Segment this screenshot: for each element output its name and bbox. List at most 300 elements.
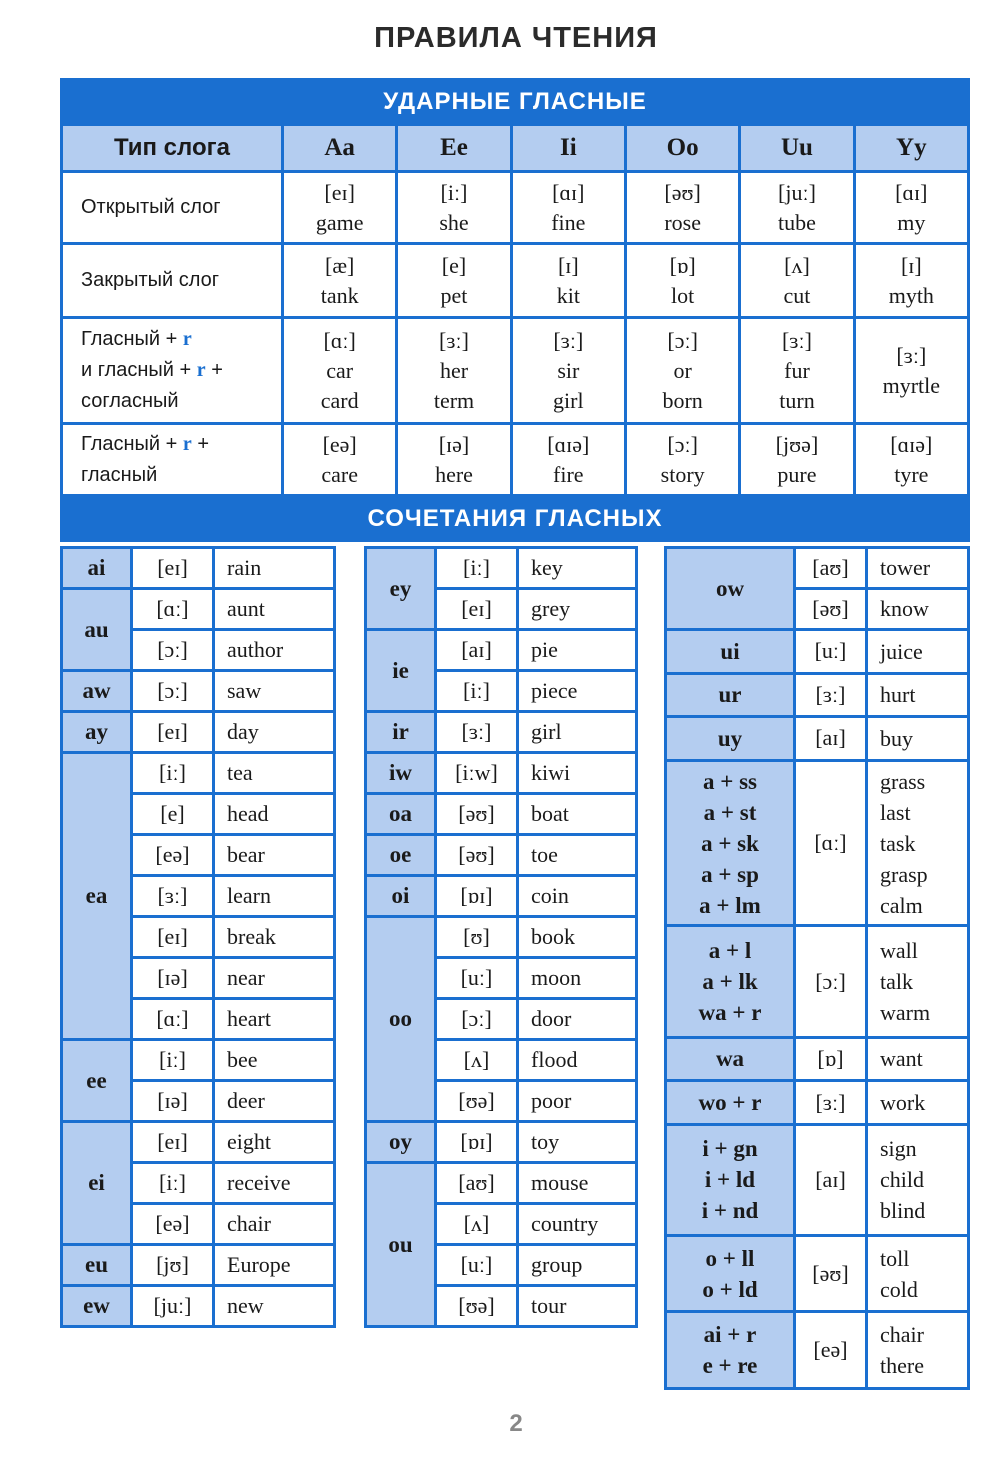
vowel-cell [854,172,968,244]
page-title: ПРАВИЛА ЧТЕНИЯ [374,22,658,54]
ipa-transcription: [ɒɪ] [436,1122,518,1163]
vowel-cell [740,244,854,318]
combo-key-line: a + st [703,799,757,825]
example-word: country [518,1204,637,1245]
combo-key: eu [62,1245,132,1286]
ipa-transcription: [ɪə] [132,958,214,999]
vowel-header-aa: Aa [283,125,397,172]
example-word: rain [214,548,335,589]
combo-row [366,630,637,671]
combo-key: oe [366,835,436,876]
example-word: day [214,712,335,753]
syllable-type-line [81,265,281,296]
combo-row [666,1037,969,1081]
example-words [867,630,969,674]
combo-key: oy [366,1122,436,1163]
vowel-cell [854,244,968,318]
example-word: rose [664,209,701,235]
ipa-transcription: [ɑː] [323,327,356,353]
ipa-transcription: [uː] [436,1245,518,1286]
combo-key: ey [366,548,436,630]
example-word: bear [214,835,335,876]
combo-row [666,926,969,1037]
example-words [867,1235,969,1311]
example-words [867,717,969,761]
ipa-transcription: [ɑː] [132,999,214,1040]
vowel-header-oo: Oo [625,125,739,172]
syllable-type-token: + [211,359,223,381]
combo-key: ai [62,548,132,589]
example-word: card [320,387,359,413]
combinations-table-2 [364,546,638,1328]
combo-key-line: a + l [708,938,752,964]
ipa-transcription: [iː] [132,753,214,794]
example-word: warm [880,1000,931,1026]
combo-key: iw [366,753,436,794]
combo-key: ou [366,1163,436,1327]
ipa-transcription: [ɒ] [795,1037,867,1081]
ipa-transcription: [ʌ] [436,1040,518,1081]
combo-key-line: a + sp [701,861,759,887]
combo-row [366,753,637,794]
combo-key-line: a + lm [699,892,761,918]
ipa-transcription: [əʊ] [795,589,867,630]
example-word: calm [880,892,923,918]
example-word: aunt [214,589,335,630]
example-word: kit [556,282,580,308]
ipa-transcription: [ɑɪə] [890,431,933,457]
example-word: pure [777,461,817,487]
ipa-transcription: [iː] [436,548,518,589]
combo-row [62,1040,335,1081]
ipa-transcription: [əʊ] [664,179,701,205]
ipa-transcription: [iːw] [436,753,518,794]
example-word: grass [880,768,926,794]
vowel-cell [397,244,511,318]
combo-row [62,1286,335,1327]
vowel-cell [511,318,625,424]
syllable-type-token: Закрытый слог [81,269,220,291]
example-word: receive [214,1163,335,1204]
example-word: boat [518,794,637,835]
example-word: poor [518,1081,637,1122]
ipa-transcription: [aɪ] [436,630,518,671]
example-word: lot [671,282,695,308]
combo-row [366,548,637,589]
example-word: tyre [894,461,929,487]
vowel-cell [283,424,397,496]
combo-key: ei [62,1122,132,1245]
combo-row [366,917,637,958]
ipa-transcription: [ɜː] [553,327,584,353]
combo-row [366,835,637,876]
vowel-cell [625,172,739,244]
example-word: her [439,357,469,383]
example-word: tour [518,1286,637,1327]
example-word: sign [880,1136,917,1162]
example-word: last [880,799,911,825]
ipa-transcription: [ɜː] [896,342,927,368]
example-word: eight [214,1122,335,1163]
syllable-type-token: гласный [81,463,158,486]
combo-key: oo [366,917,436,1122]
example-words [867,1037,969,1081]
ipa-transcription: [aɪ] [795,1124,867,1235]
ipa-transcription: [eɪ] [132,712,214,753]
combo-row [62,712,335,753]
combo-key-line: ui [720,638,740,664]
combo-key: ee [62,1040,132,1122]
example-word: tower [867,548,969,589]
vowel-header-uu: Uu [740,125,854,172]
ipa-transcription: [ɔː] [667,327,698,353]
syllable-type [62,172,283,244]
example-word: or [673,357,692,383]
vowel-cell [854,424,968,496]
combo-key-line: o + ll [705,1245,755,1271]
combo-key [666,673,795,717]
example-word: Europe [214,1245,335,1286]
example-word: girl [518,712,637,753]
example-word: task [880,830,916,856]
syllable-type-token: согласный [81,390,179,412]
combo-key [666,1037,795,1081]
syllable-type-line [81,429,281,460]
example-word: hurt [880,682,916,708]
example-word: toe [518,835,637,876]
example-word: myrtle [882,372,941,398]
stressed-vowels-table [60,123,970,497]
combo-key-line: o + ld [702,1276,758,1302]
ipa-transcription: [aɪ] [795,717,867,761]
ipa-transcription: [eɪ] [324,179,355,205]
syllable-type [62,244,283,318]
example-word: juice [880,638,923,664]
ipa-transcription: [iː] [132,1040,214,1081]
combo-key-line: e + re [702,1352,758,1378]
combo-row [366,712,637,753]
combo-row [62,753,335,794]
ipa-transcription: [ɔː] [436,999,518,1040]
ipa-transcription: [iː] [440,179,468,205]
ipa-transcription: [ʌ] [784,252,810,278]
example-word: sir [557,357,580,383]
example-word: chair [214,1204,335,1245]
combo-key [666,1312,795,1388]
example-word: buy [880,725,913,751]
section-title-stressed-vowels: УДАРНЫЕ ГЛАСНЫЕ [60,78,970,123]
ipa-transcription: [ɑː] [132,589,214,630]
example-word: author [214,630,335,671]
example-words [867,1124,969,1235]
example-word: born [662,387,703,413]
combo-row [666,630,969,674]
combo-key [666,926,795,1037]
combinations-table-3 [664,546,970,1390]
ipa-transcription: [ɜː] [795,1081,867,1125]
ipa-transcription: [e] [132,794,214,835]
vowel-cell [283,318,397,424]
combo-key [666,1124,795,1235]
combo-key-line: a + ss [702,768,757,794]
example-word: turn [779,387,815,413]
vowel-cell [854,318,968,424]
example-word: mouse [518,1163,637,1204]
example-word: chair [880,1321,924,1347]
combo-key-line: wo + r [698,1090,762,1116]
syllable-type-line [81,324,281,355]
syllable-type-token: и гласный [81,359,174,381]
ipa-transcription: [ɔː] [795,926,867,1037]
example-word: my [897,209,926,235]
vowel-cell [625,318,739,424]
ipa-transcription: [æ] [325,252,355,278]
combo-key: ew [62,1286,132,1327]
ipa-transcription: [ʊə] [436,1081,518,1122]
combo-row [62,589,335,630]
combo-row [62,548,335,589]
combo-key: au [62,589,132,671]
combo-key: ow [666,548,795,630]
ipa-transcription: [əʊ] [795,1235,867,1311]
example-word: key [518,548,637,589]
ipa-transcription: [ɔː] [667,431,698,457]
example-word: here [435,461,473,487]
combo-row [666,1235,969,1311]
ipa-transcription: [ɜː] [781,327,812,353]
ipa-transcription: [eɪ] [132,1122,214,1163]
example-word: talk [880,969,913,995]
combo-row [666,1081,969,1125]
example-word: new [214,1286,335,1327]
combo-key: aw [62,671,132,712]
syllable-type-token: + [179,359,192,381]
combo-row [366,794,637,835]
ipa-transcription: [iː] [436,671,518,712]
ipa-transcription: [jʊə] [775,431,819,457]
ipa-transcription: [ɑː] [795,760,867,926]
combo-key-line: wa [715,1046,745,1072]
ipa-transcription: [ɑɪə] [547,431,590,457]
vowel-cell [511,172,625,244]
example-word: cut [783,282,811,308]
example-word: near [214,958,335,999]
ipa-transcription: [ʊə] [436,1286,518,1327]
combo-row [62,671,335,712]
example-word: book [518,917,637,958]
vowel-row [62,172,969,244]
example-word: grey [518,589,637,630]
combo-key: ir [366,712,436,753]
example-word: blind [880,1198,926,1224]
combo-row [366,876,637,917]
vowel-row [62,318,969,424]
combo-key-line: wa + r [698,1000,762,1026]
syllable-type [62,318,283,424]
combo-row [666,717,969,761]
syllable-type [62,424,283,496]
example-words [867,1312,969,1388]
example-words [867,1081,969,1125]
combo-key-line: uy [717,725,743,751]
example-word: deer [214,1081,335,1122]
example-word: saw [214,671,335,712]
vowel-cell [283,244,397,318]
ipa-transcription: [ɜː] [436,712,518,753]
ipa-transcription: [ɔː] [132,630,214,671]
combo-key [666,1235,795,1311]
r-letter: r [196,359,206,381]
example-word: game [315,209,364,235]
vowels-header-row [62,125,969,172]
vowel-cell [511,424,625,496]
syllable-type-token: Гласный [81,432,161,455]
combo-key [666,1081,795,1125]
combo-key-line: ai + r [703,1321,757,1347]
example-word: car [326,357,354,383]
combo-key [666,760,795,926]
ipa-transcription: [eɪ] [436,589,518,630]
r-letter: r [182,328,192,350]
example-word: child [880,1167,924,1193]
example-word: story [660,461,705,487]
ipa-transcription: [əʊ] [436,835,518,876]
combinations-table-1 [60,546,336,1328]
example-word: term [433,387,475,413]
vowel-cell [397,424,511,496]
example-word: she [439,209,469,235]
example-word: care [321,461,358,487]
ipa-transcription: [ɜː] [438,327,469,353]
combo-row [366,1163,637,1204]
example-word: girl [553,387,584,413]
ipa-transcription: [eə] [132,835,214,876]
combo-row [366,1122,637,1163]
ipa-transcription: [ɜː] [132,876,214,917]
vowel-cell [625,424,739,496]
example-word: flood [518,1040,637,1081]
ipa-transcription: [ɪə] [438,431,470,457]
syllable-type-line [81,386,281,417]
combo-key-line: i + gn [702,1136,758,1162]
vowel-cell [740,318,854,424]
combo-key-line: a + lk [702,969,758,995]
example-word: fur [784,357,810,383]
combo-row [666,760,969,926]
ipa-transcription: [aʊ] [436,1163,518,1204]
syllable-type-line [81,192,281,223]
vowel-row [62,244,969,318]
syllable-type-token: Гласный [81,328,161,350]
ipa-transcription: [aʊ] [795,548,867,589]
combo-row [62,1245,335,1286]
example-word: fire [553,461,584,487]
example-word: bee [214,1040,335,1081]
ipa-transcription: [ɪ] [900,252,922,278]
example-words [867,926,969,1037]
ipa-transcription: [ɒ] [669,252,696,278]
example-word: break [214,917,335,958]
ipa-transcription: [uː] [795,630,867,674]
example-word: grasp [880,861,928,887]
example-word: kiwi [518,753,637,794]
vowel-cell [397,318,511,424]
vowel-row [62,424,969,496]
vowel-header-yy: Yy [854,125,968,172]
ipa-transcription: [ɔː] [132,671,214,712]
ipa-transcription: [eə] [795,1312,867,1388]
example-word: fine [551,209,586,235]
example-word: cold [880,1276,918,1302]
syllable-type-token: + [165,432,178,455]
syllable-type-line [81,460,281,491]
ipa-transcription: [əʊ] [436,794,518,835]
example-word: want [880,1046,923,1072]
ipa-transcription: [ɪə] [132,1081,214,1122]
combo-row [62,1122,335,1163]
vowel-cell [740,172,854,244]
example-word: toy [518,1122,637,1163]
example-word: tube [778,209,816,235]
combo-key: ay [62,712,132,753]
example-word: there [880,1352,924,1378]
combo-key: ie [366,630,436,712]
ipa-transcription: [juː] [132,1286,214,1327]
example-word: toll [880,1245,910,1271]
example-word: moon [518,958,637,999]
combo-row [666,1312,969,1388]
syllable-type-token: + [165,328,178,350]
vowel-cell [397,172,511,244]
combo-key [666,717,795,761]
example-word: know [867,589,969,630]
syllable-type-token: + [197,432,210,455]
ipa-transcription: [ɒɪ] [436,876,518,917]
example-word: pet [440,282,468,308]
example-word: head [214,794,335,835]
example-words [867,673,969,717]
combo-row [666,548,969,589]
type-column-header: Тип слога [62,125,283,172]
syllable-type-token: Открытый слог [81,196,221,218]
example-word: heart [214,999,335,1040]
example-word: door [518,999,637,1040]
example-word: piece [518,671,637,712]
combo-key: oi [366,876,436,917]
page-number: 2 [509,1410,523,1437]
combo-row [666,673,969,717]
combo-row [666,1124,969,1235]
ipa-transcription: [eə] [132,1204,214,1245]
example-word: wall [880,938,918,964]
example-word: learn [214,876,335,917]
example-word: pie [518,630,637,671]
ipa-transcription: [jʊ] [132,1245,214,1286]
combo-key: oa [366,794,436,835]
example-word: tank [320,282,359,308]
example-word: tea [214,753,335,794]
ipa-transcription: [eɪ] [132,548,214,589]
ipa-transcription: [e] [441,252,467,278]
ipa-transcription: [iː] [132,1163,214,1204]
vowel-cell [740,424,854,496]
vowel-header-ii: Ii [511,125,625,172]
ipa-transcription: [eə] [322,431,357,457]
ipa-transcription: [ʌ] [436,1204,518,1245]
ipa-transcription: [juː] [778,179,816,205]
ipa-transcription: [eɪ] [132,917,214,958]
ipa-transcription: [uː] [436,958,518,999]
